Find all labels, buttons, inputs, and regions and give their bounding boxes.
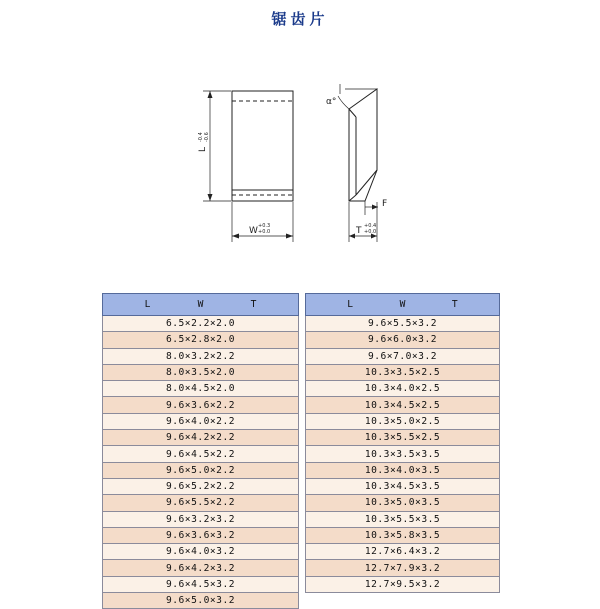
size-cell: 10.3×5.5×3.5 <box>306 511 500 527</box>
size-cell: 10.3×5.0×2.5 <box>306 413 500 429</box>
size-cell: 10.3×5.8×3.5 <box>306 527 500 543</box>
table-row <box>103 397 299 413</box>
table-row <box>103 332 299 348</box>
table-row <box>103 348 299 364</box>
thickness-tol-lower: +0.0 <box>364 229 377 235</box>
size-cell: 9.6×5.2×2.2 <box>103 478 299 494</box>
spec-table-right <box>305 293 500 593</box>
size-cell: 10.3×5.5×2.5 <box>306 430 500 446</box>
table-row <box>306 446 500 462</box>
table-header <box>103 294 299 316</box>
side-view-outline <box>349 89 377 201</box>
f-label: F <box>382 199 388 209</box>
table-row <box>306 511 500 527</box>
size-cell: 10.3×4.0×2.5 <box>306 381 500 397</box>
size-cell: 8.0×3.2×2.2 <box>103 348 299 364</box>
table-row <box>103 495 299 511</box>
size-cell: 9.6×3.6×3.2 <box>103 527 299 543</box>
table-row <box>103 593 299 609</box>
size-cell: 6.5×2.8×2.0 <box>103 332 299 348</box>
table-row <box>103 478 299 494</box>
width-tol-lower: +0.0 <box>258 229 271 235</box>
table-body-right <box>306 316 500 593</box>
table-header <box>306 294 500 316</box>
size-cell: 9.6×5.0×2.2 <box>103 462 299 478</box>
technical-drawing <box>0 0 600 290</box>
size-cell: 12.7×7.9×3.2 <box>306 560 500 576</box>
table-row <box>306 495 500 511</box>
table-row <box>306 430 500 446</box>
angle-label: α° <box>326 97 337 107</box>
table-row <box>306 462 500 478</box>
side-view <box>338 84 378 242</box>
size-cell: 9.6×4.5×3.2 <box>103 576 299 592</box>
size-cell: 9.6×5.5×2.2 <box>103 495 299 511</box>
size-cell: 8.0×4.5×2.0 <box>103 381 299 397</box>
table-row <box>306 560 500 576</box>
table-row <box>306 316 500 332</box>
width-tol-upper: +0.3 <box>258 223 271 229</box>
size-cell: 10.3×5.0×3.5 <box>306 495 500 511</box>
svg-text:-0.4: -0.4 <box>198 132 204 142</box>
table-row <box>103 511 299 527</box>
size-cell: 9.6×7.0×3.2 <box>306 348 500 364</box>
table-row <box>103 544 299 560</box>
table-row <box>306 348 500 364</box>
thickness-label: T <box>356 226 362 236</box>
size-cell: 10.3×4.0×3.5 <box>306 462 500 478</box>
table-row <box>103 430 299 446</box>
thickness-tol-upper: +0.4 <box>364 223 377 229</box>
size-cell: 9.6×4.2×3.2 <box>103 560 299 576</box>
svg-text:L: L <box>198 146 208 152</box>
table-row <box>103 462 299 478</box>
svg-text:-0.6: -0.6 <box>204 132 210 142</box>
size-cell: 12.7×6.4×3.2 <box>306 544 500 560</box>
size-cell: 10.3×3.5×2.5 <box>306 364 500 380</box>
size-cell: 10.3×4.5×2.5 <box>306 397 500 413</box>
size-cell: 9.6×4.5×2.2 <box>103 446 299 462</box>
table-row <box>306 332 500 348</box>
header-t: T <box>451 299 458 310</box>
page-title: 锯齿片 <box>271 10 329 28</box>
size-cell: 9.6×3.2×3.2 <box>103 511 299 527</box>
table-row <box>306 576 500 592</box>
size-cell: 9.6×3.6×2.2 <box>103 397 299 413</box>
width-label: W <box>249 226 258 236</box>
front-view-outline <box>232 91 293 201</box>
table-body-left <box>103 316 299 609</box>
spec-table-left <box>102 293 299 609</box>
size-cell: 10.3×3.5×3.5 <box>306 446 500 462</box>
length-label <box>198 132 210 152</box>
size-cell: 9.6×4.0×2.2 <box>103 413 299 429</box>
table-row <box>306 527 500 543</box>
table-row <box>306 544 500 560</box>
header-l: L <box>144 299 151 310</box>
table-row <box>306 413 500 429</box>
table-row <box>103 364 299 380</box>
size-cell: 9.6×4.0×3.2 <box>103 544 299 560</box>
size-cell: 6.5×2.2×2.0 <box>103 316 299 332</box>
table-row <box>306 397 500 413</box>
size-cell: 8.0×3.5×2.0 <box>103 364 299 380</box>
size-cell: 9.6×5.5×3.2 <box>306 316 500 332</box>
header-w: W <box>197 299 204 310</box>
table-row <box>306 364 500 380</box>
size-cell: 9.6×4.2×2.2 <box>103 430 299 446</box>
table-row <box>306 381 500 397</box>
table-row <box>103 381 299 397</box>
size-cell: 9.6×5.0×3.2 <box>103 593 299 609</box>
table-row <box>306 478 500 494</box>
size-cell: 9.6×6.0×3.2 <box>306 332 500 348</box>
table-row <box>103 560 299 576</box>
front-view <box>203 91 293 242</box>
size-cell: 12.7×9.5×3.2 <box>306 576 500 592</box>
size-cell: 10.3×4.5×3.5 <box>306 478 500 494</box>
table-row <box>103 413 299 429</box>
table-row <box>103 527 299 543</box>
header-t: T <box>250 299 257 310</box>
table-row <box>103 576 299 592</box>
table-row <box>103 446 299 462</box>
table-row <box>103 316 299 332</box>
header-l: L <box>347 299 354 310</box>
header-w: W <box>399 299 406 310</box>
